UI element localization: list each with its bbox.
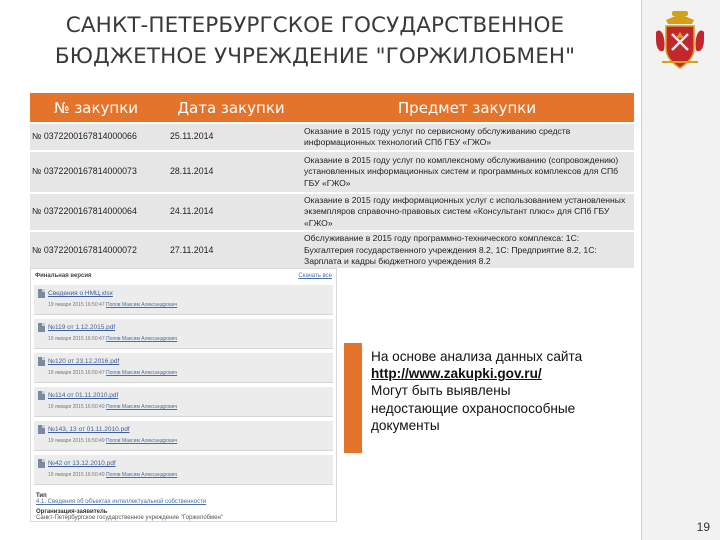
table-row	[30, 123, 634, 151]
file-date: 19 января 2015 16:50:49	[48, 438, 105, 444]
file-icon	[38, 425, 45, 434]
title-line-2: БЮДЖЕТНОЕ УЧРЕЖДЕНИЕ "ГОРЖИЛОБМЕН"	[54, 44, 576, 69]
file-meta	[38, 404, 329, 410]
file-author[interactable]: Попов Максим Александрович	[106, 438, 178, 444]
purchase-subject: Обслуживание в 2015 году программно-технического комплекса: 1С: Бухгалтерия государственного учреждения 8.2, 1С: Предприятие 8.2, 1С: Зарплата и кадры бюджетного учреждения 8.2	[300, 231, 634, 268]
note-line-4: недостающие охраноспособные	[371, 400, 576, 416]
file-date: 19 января 2015 16:50:47	[48, 370, 105, 376]
screenshot-heading: Финальная версия	[35, 273, 92, 279]
file-date: 19 января 2015 16:50:49	[48, 472, 105, 478]
purchase-number: № 0372200167814000073	[30, 151, 162, 193]
file-meta	[38, 370, 329, 376]
zakupki-link[interactable]: http://www.zakupki.gov.ru/	[371, 366, 542, 382]
file-item[interactable]	[34, 353, 333, 383]
file-name[interactable]: Сведения о НМЦ.xlsx	[48, 290, 113, 297]
file-meta	[38, 438, 329, 444]
file-name[interactable]: №120 от 23.12.2016.pdf	[48, 358, 120, 365]
file-icon	[38, 323, 45, 332]
file-author[interactable]: Попов Максим Александрович	[106, 336, 178, 342]
purchase-date: 25.11.2014	[162, 123, 300, 151]
file-item[interactable]	[34, 319, 333, 349]
file-meta	[38, 472, 329, 478]
file-name[interactable]: №143, 13 от 01.11.2010.pdf	[48, 426, 130, 433]
purchase-subject: Оказание в 2015 году услуг по комплексному обслуживанию (сопровождению) установленных информационных систем и программных комплексов для СПб ГБУ «ГЖО»	[300, 151, 634, 193]
file-icon	[38, 459, 45, 468]
note-line-3: Могут быть выявлены	[371, 383, 511, 399]
file-name[interactable]: №42 от 13.12.2010.pdf	[48, 460, 116, 467]
purchase-subject: Оказание в 2015 году услуг по сервисному обслуживанию средств информационных технологий СПб ГБУ «ГЖО»	[300, 123, 634, 151]
file-item[interactable]	[34, 387, 333, 417]
file-date: 19 января 2015 16:50:49	[48, 404, 105, 410]
organization-label: Организация-заявитель	[36, 509, 108, 515]
title-line-1: САНКТ-ПЕТЕРБУРГСКОЕ ГОСУДАРСТВЕННОЕ	[65, 13, 565, 38]
purchase-date: 24.11.2014	[162, 193, 300, 231]
purchase-number: № 0372200167814000064	[30, 193, 162, 231]
file-icon	[38, 289, 45, 298]
file-author[interactable]: Попов Максим Александрович	[106, 472, 178, 478]
table-row	[30, 193, 634, 231]
page-number: 19	[696, 520, 710, 534]
purchase-date: 28.11.2014	[162, 151, 300, 193]
embedded-screenshot	[30, 268, 337, 522]
purchase-date: 27.11.2014	[162, 231, 300, 268]
file-item[interactable]	[34, 421, 333, 451]
column-header-subject: Предмет закупки	[300, 93, 634, 123]
side-bar	[641, 0, 720, 540]
file-name[interactable]: №114 от 01.11.2010.pdf	[48, 392, 119, 399]
screenshot-header	[31, 269, 336, 285]
table-row	[30, 231, 634, 268]
purchase-number: № 0372200167814000072	[30, 231, 162, 268]
column-header-number: № закупки	[30, 93, 162, 123]
coat-of-arms-icon	[652, 10, 708, 72]
type-label: Тип	[36, 493, 47, 499]
organization-section	[31, 505, 336, 521]
file-author[interactable]: Попов Максим Александрович	[106, 370, 178, 376]
purchase-number: № 0372200167814000066	[30, 123, 162, 151]
file-author[interactable]: Попов Максим Александрович	[106, 404, 178, 410]
file-meta	[38, 336, 329, 342]
type-section	[31, 489, 336, 505]
analysis-note	[344, 343, 632, 463]
table-row	[30, 151, 634, 193]
file-author[interactable]: Попов Максим Александрович	[106, 302, 178, 308]
purchases-table	[30, 93, 634, 268]
file-name[interactable]: №119 от 1.12.2015.pdf	[48, 324, 116, 331]
side-divider	[641, 0, 642, 540]
type-value[interactable]: 4.1. Сведения об объектах интеллектуальной собственности	[36, 499, 207, 505]
organization-value: Санкт-Петербургское государственное учреждение "Горжилобмен"	[36, 515, 223, 521]
file-item[interactable]	[34, 285, 333, 315]
download-all-link[interactable]: Скачать все	[298, 273, 332, 279]
file-icon	[38, 391, 45, 400]
table-header-row	[30, 93, 634, 123]
file-meta	[38, 302, 329, 308]
note-line-1: На основе анализа данных сайта	[371, 349, 583, 364]
file-item[interactable]	[34, 455, 333, 485]
note-line-5: документы	[371, 417, 440, 433]
file-date: 19 января 2015 16:50:47	[48, 336, 105, 342]
slide-title	[20, 10, 610, 74]
column-header-date: Дата закупки	[162, 93, 300, 123]
purchase-subject: Оказание в 2015 году информационных услуг с использованием установленных экземпляров справочно-правовых систем «Консультант плюс» для СПб ГБУ «ГЖО»	[300, 193, 634, 231]
file-date: 19 января 2015 16:50:47	[48, 302, 105, 308]
file-icon	[38, 357, 45, 366]
